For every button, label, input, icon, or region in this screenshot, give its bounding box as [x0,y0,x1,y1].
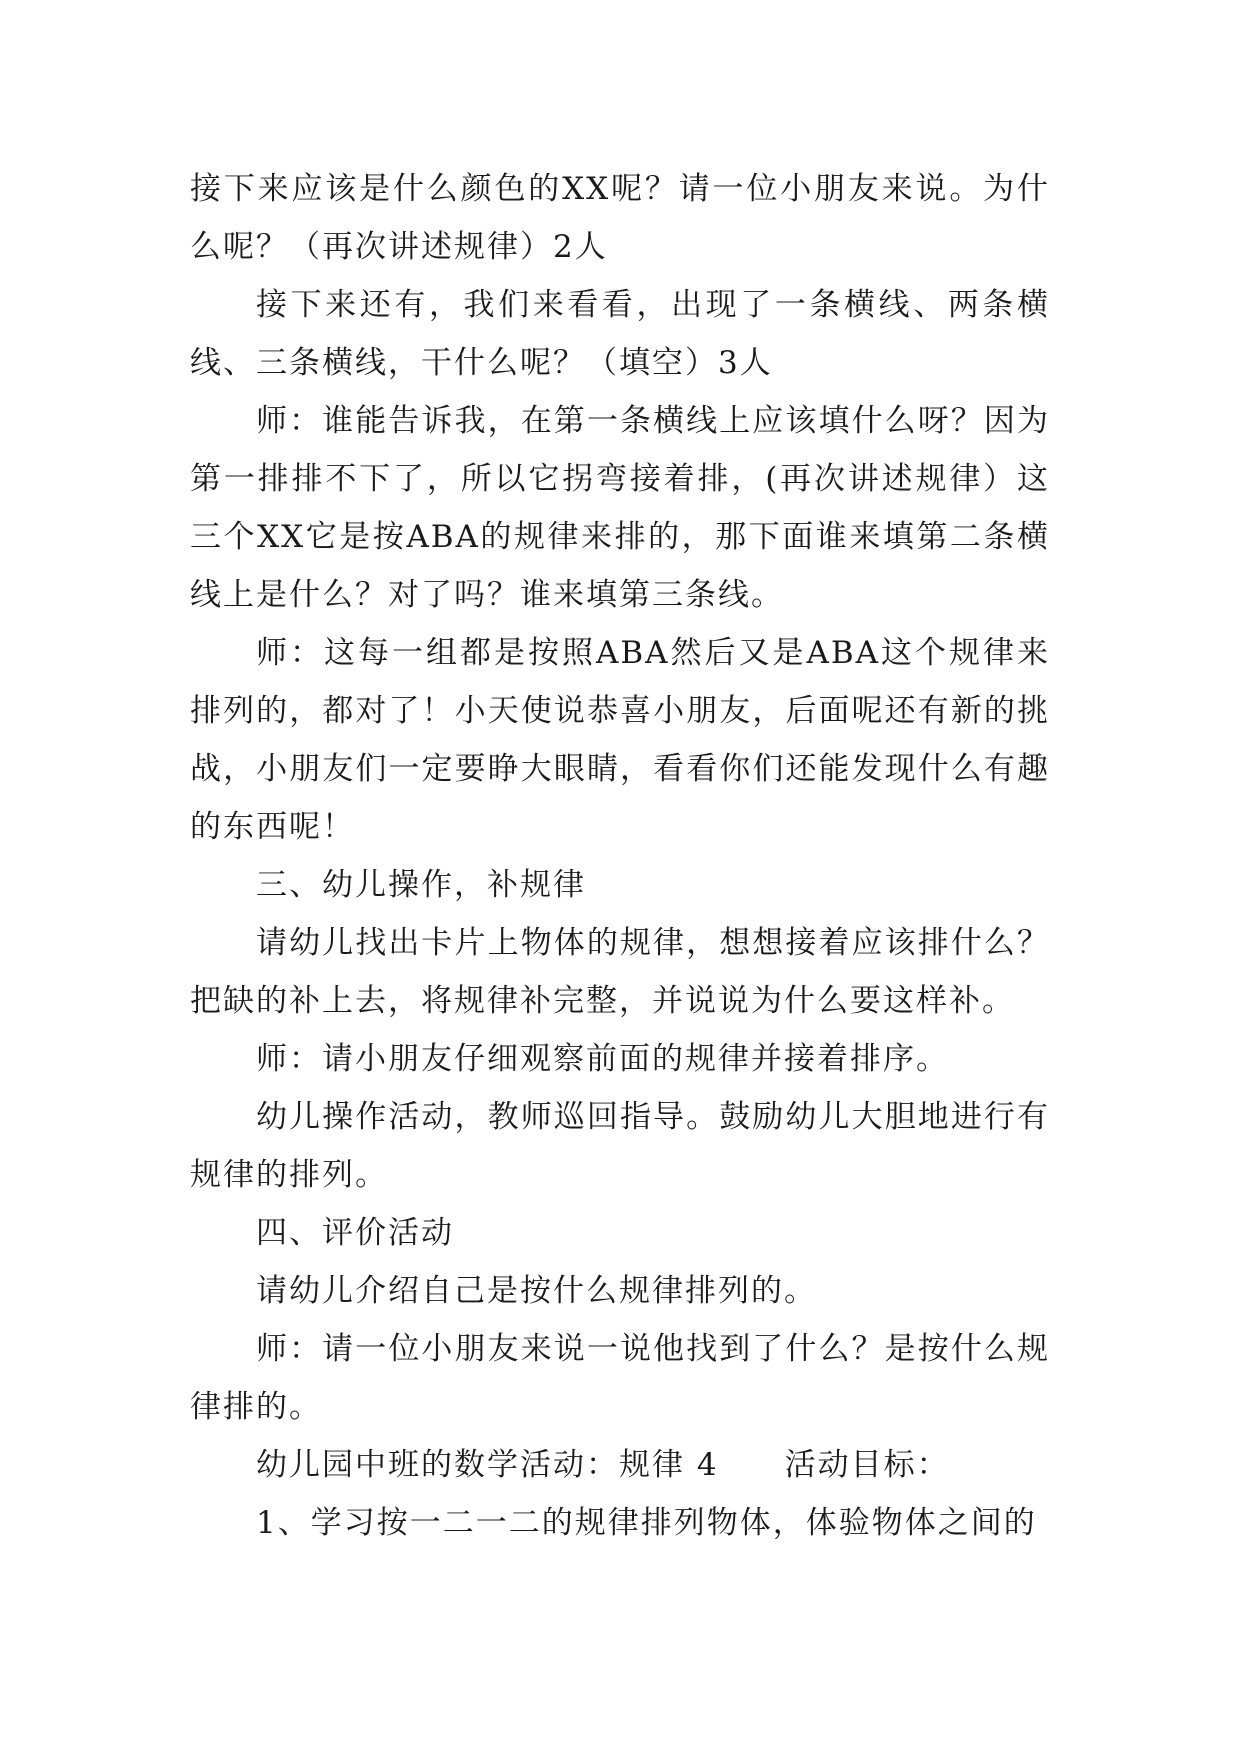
goal-item-1: 1、学习按一二一二的规律排列物体，体验物体之间的 [256,1505,1037,1541]
document-page [190,160,1050,1552]
section-heading-3: 三、幼儿操作，补规律 [256,867,586,903]
paragraph-11: 师：请一位小朋友来说一说他找到了什么？是按什么规律排的。 [190,1331,1050,1425]
paragraph-4: 师：这每一组都是按照ABA然后又是ABA这个规律来排列的，都对了！小天使说恭喜小朋友，后面呢还有新的挑战，小朋友们一定要睁大眼睛，看看你们还能发现什么有趣的东西呢！ [190,635,1050,845]
paragraph-6: 请幼儿找出卡片上物体的规律，想想接着应该排什么？把缺的补上去，将规律补完整，并说说为什么要这样补。 [190,925,1050,1019]
paragraph-7: 师：请小朋友仔细观察前面的规律并接着排序。 [256,1041,949,1077]
paragraph-3: 师：谁能告诉我，在第一条横线上应该填什么呀？因为第一排排不下了，所以它拐弯接着排，(再次讲述规律）这三个XX它是按ABA的规律来排的，那下面谁来填第二条横线上是什么？对了吗？谁来填第三条线。 [190,403,1050,613]
paragraph-10: 请幼儿介绍自己是按什么规律排列的。 [256,1273,817,1309]
paragraph-1: 接下来应该是什么颜色的XX呢？请一位小朋友来说。为什么呢？（再次讲述规律）2人 [190,171,1050,265]
section-heading-4: 四、评价活动 [256,1215,454,1251]
activity-title: 幼儿园中班的数学活动：规律 4 活动目标： [256,1447,950,1483]
paragraph-8: 幼儿操作活动，教师巡回指导。鼓励幼儿大胆地进行有规律的排列。 [190,1099,1050,1193]
paragraph-2: 接下来还有，我们来看看，出现了一条横线、两条横线、三条横线，干什么呢？（填空）3人 [190,287,1050,381]
